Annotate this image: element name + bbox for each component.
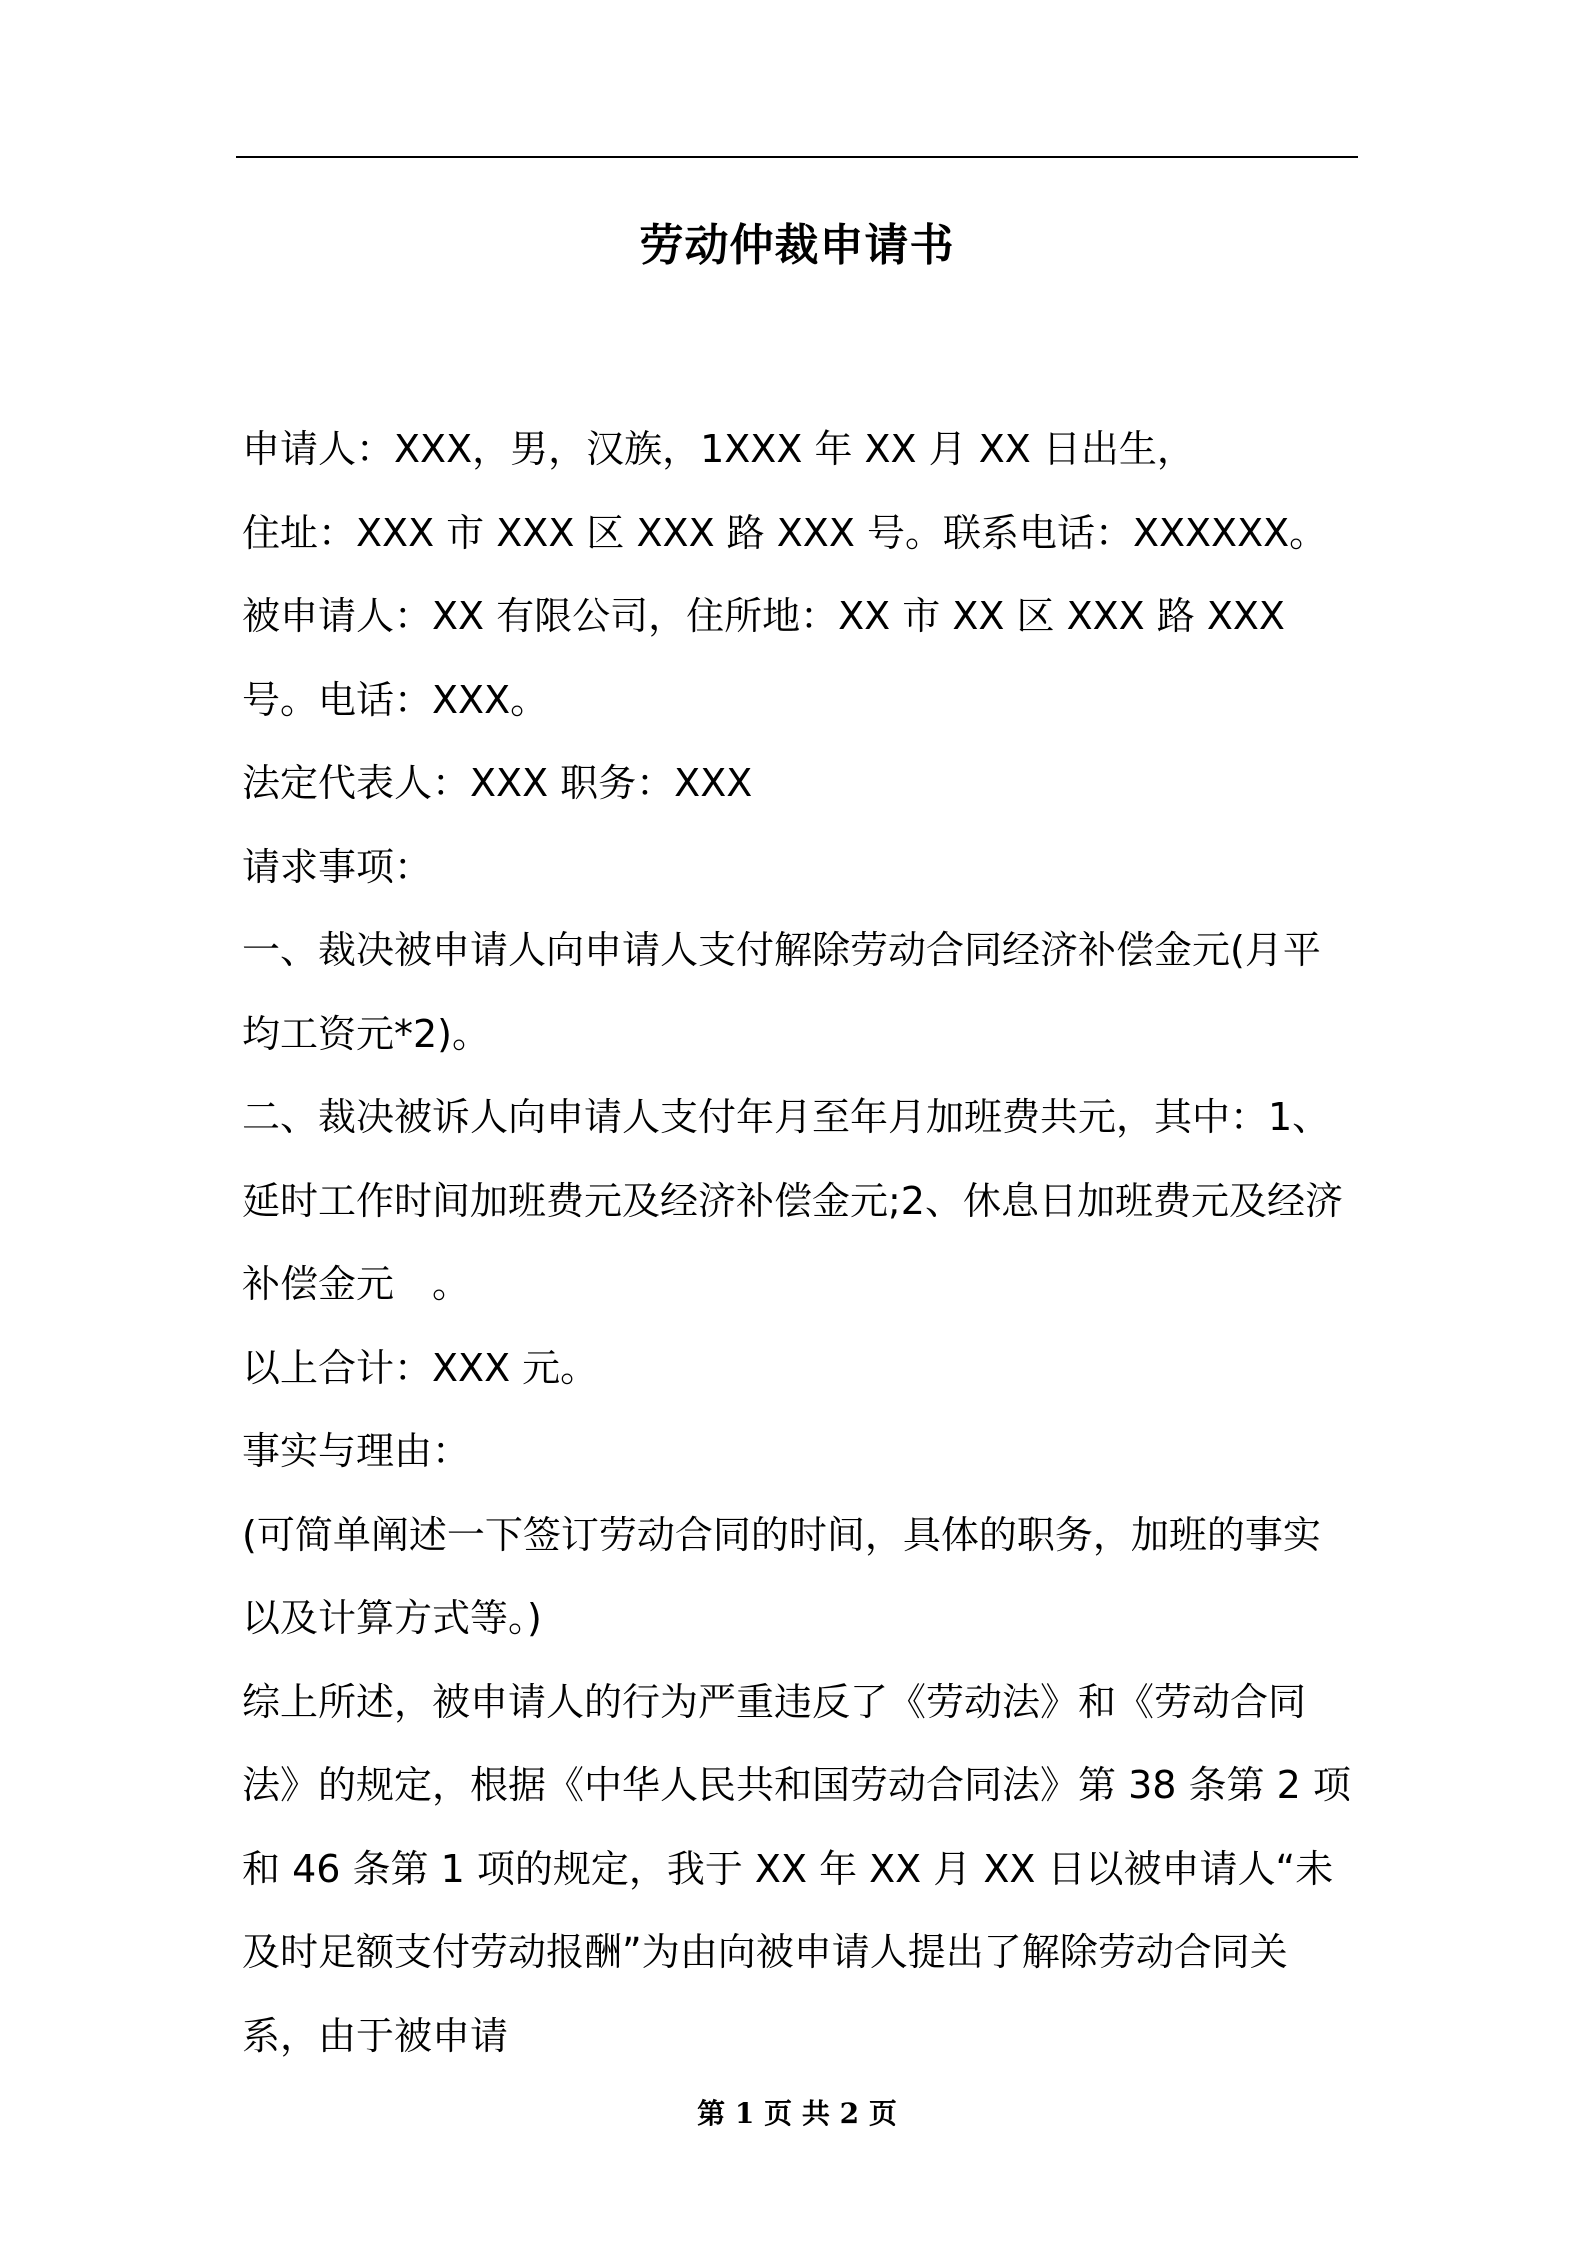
paragraph-applicant: 申请人：XXX，男，汉族，1XXX 年 XX 月 XX 日出生，	[242, 427, 1195, 471]
document-body	[242, 408, 1354, 2078]
paragraph-claims-heading: 请求事项：	[242, 844, 433, 889]
paragraph-conclusion: 综上所述，被申请人的行为严重违反了《劳动法》和《劳动合同法》的规定，根据《中华人民共和国劳动合同法》第 38 条第 2 项和 46 条第 1 项的规定，我于 XX 年 XX 月 XX 日以被申请人“未及时足额支付劳动报酬”为由向被申请人提出了解除劳动合同关系，由于被申请	[242, 1679, 1351, 2058]
paragraph-facts-note: (可简单阐述一下签订劳动合同的时间，具体的职务，加班的事实以及计算方式等。)	[242, 1512, 1321, 1640]
header-rule	[236, 156, 1358, 158]
paragraph-total: 以上合计：XXX 元。	[242, 1345, 599, 1390]
page-number: 第 1 页 共 2 页	[697, 2097, 897, 2130]
document-title: 劳动仲裁申请书	[639, 220, 955, 271]
paragraph-claim-1: 一、裁决被申请人向申请人支付解除劳动合同经济补偿金元(月平均工资元*2)。	[242, 928, 1321, 1056]
paragraph-facts-heading: 事实与理由：	[242, 1429, 471, 1473]
paragraph-legal-representative: 法定代表人：XXX 职务：XXX	[242, 761, 753, 805]
paragraph-respondent: 被申请人：XX 有限公司，住所地：XX 市 XX 区 XXX 路 XXX 号。电话：XXX。	[242, 594, 1285, 722]
paragraph-address: 住址：XXX 市 XXX 区 XXX 路 XXX 号。联系电话：XXXXXX。	[242, 510, 1328, 555]
paragraph-claim-2: 二、裁决被诉人向申请人支付年月至年月加班费共元，其中：1、延时工作时间加班费元及经济补偿金元;2、休息日加班费元及经济补偿金元 。	[242, 1095, 1343, 1306]
